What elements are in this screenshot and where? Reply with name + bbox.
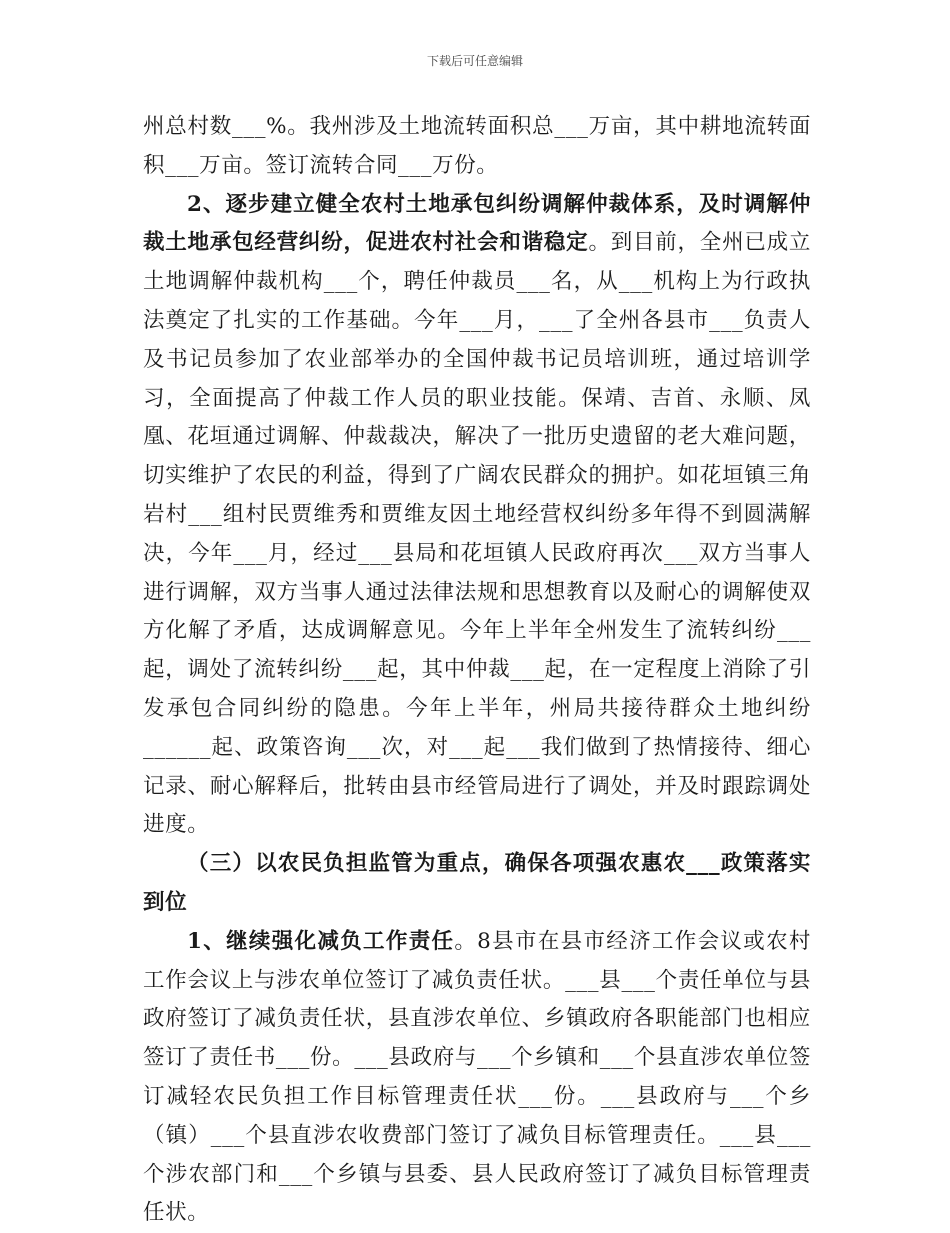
paragraph-body: 。8县市在县市经济工作会议或农村工作会议上与涉农单位签订了减负责任状。___县___个责任单位与县政府签订了减负责任状，县直涉农单位、乡镇政府各职能部门也相应签订了责任书___份。___县政府与___个乡镇和___个县直涉农单位签订减轻农民负担工作目标管理责任状___份。___县政府与___个乡（镇）___个县直涉农收费部门签订了减负目标管理责任。___县___个涉农部门和___个乡镇与县委、县人民政府签订了减负目标管理责任状。	[143, 928, 811, 1226]
paragraph-burden-reduction	[143, 923, 811, 1233]
paragraph-lead-bold: 2、逐步建立健全农村土地承包纠纷调解仲裁体系，及时调解仲裁土地承包经营纠纷，促进农村社会和谐稳定	[143, 191, 811, 256]
document-body	[143, 108, 811, 1233]
paragraph-dispute-arbitration	[143, 186, 811, 846]
paragraph-continuation: 州总村数___%。我州涉及土地流转面积总___万亩，其中耕地流转面积___万亩。签订流转合同___万份。	[143, 114, 811, 178]
page-header: 下载后可任意编辑	[426, 54, 523, 68]
section-heading: （三）以农民负担监管为重点，确保各项强农惠农___政策落实到位	[143, 851, 811, 915]
paragraph-body: 。到目前，全州已成立土地调解仲裁机构___个，聘任仲裁员___名，从___机构上为行政执法奠定了扎实的工作基础。今年___月，___了全州各县市___负责人及书记员参加了农业部举办的全国仲裁书记员培训班，通过培训学习，全面提高了仲裁工作人员的职业技能。保靖、吉首、永顺、凤凰、花垣通过调解、仲裁裁决，解决了一批历史遗留的老大难问题，切实维护了农民的利益，得到了广阔农民群众的拥护。如花垣镇三角岩村___组村民贾维秀和贾维友因土地经营权纠纷多年得不到圆满解决，今年___月，经过___县局和花垣镇人民政府再次___双方当事人进行调解，双方当事人通过法律法规和思想教育以及耐心的调解使双方化解了矛盾，达成调解意见。今年上半年全州发生了流转纠纷___起，调处了流转纠纷___起，其中仲裁___起，在一定程度上消除了引发承包合同纠纷的隐患。今年上半年，州局共接待群众土地纠纷______起、政策咨询___次，对___起___我们做到了热情接待、细心记录、耐心解释后，批转由县市经管局进行了调处，并及时跟踪调处进度。	[143, 230, 811, 838]
paragraph-lead-bold: 1、继续强化减负工作责任	[187, 928, 455, 954]
